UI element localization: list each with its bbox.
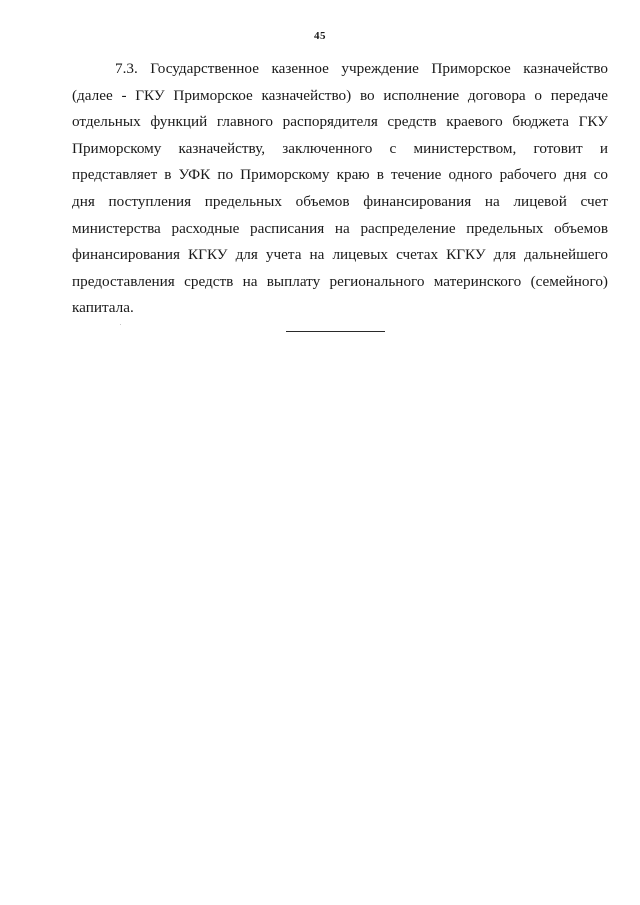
paragraph-line: отдельных функций главного распорядителя средств краевого бюджета ГКУ [72,113,608,131]
page-number: 45 [314,30,326,42]
scan-speck [120,324,121,325]
paragraph-line: предоставления средств на выплату регионального материнского (семейного) [72,272,608,290]
end-of-section-rule [286,331,385,332]
paragraph-line: министерства расходные расписания на распределение предельных объемов [72,219,608,237]
paragraph-line: Приморскому казначейству, заключенного с министерством, готовит и [72,139,608,157]
paragraph-line: капитала. [72,299,134,317]
paragraph-line: дня поступления предельных объемов финансирования на лицевой счет [72,192,608,210]
paragraph-line: финансирования КГКУ для учета на лицевых счетах КГКУ для дальнейшего [72,246,608,264]
paragraph-line: 7.3. Государственное казенное учреждение Приморское казначейство [115,60,608,77]
paragraph-line: (далее - ГКУ Приморское казначейство) во исполнение договора о передаче [72,86,608,104]
paragraph-7-3 [72,56,608,322]
paragraph-line: представляет в УФК по Приморскому краю в течение одного рабочего дня со [72,166,608,184]
